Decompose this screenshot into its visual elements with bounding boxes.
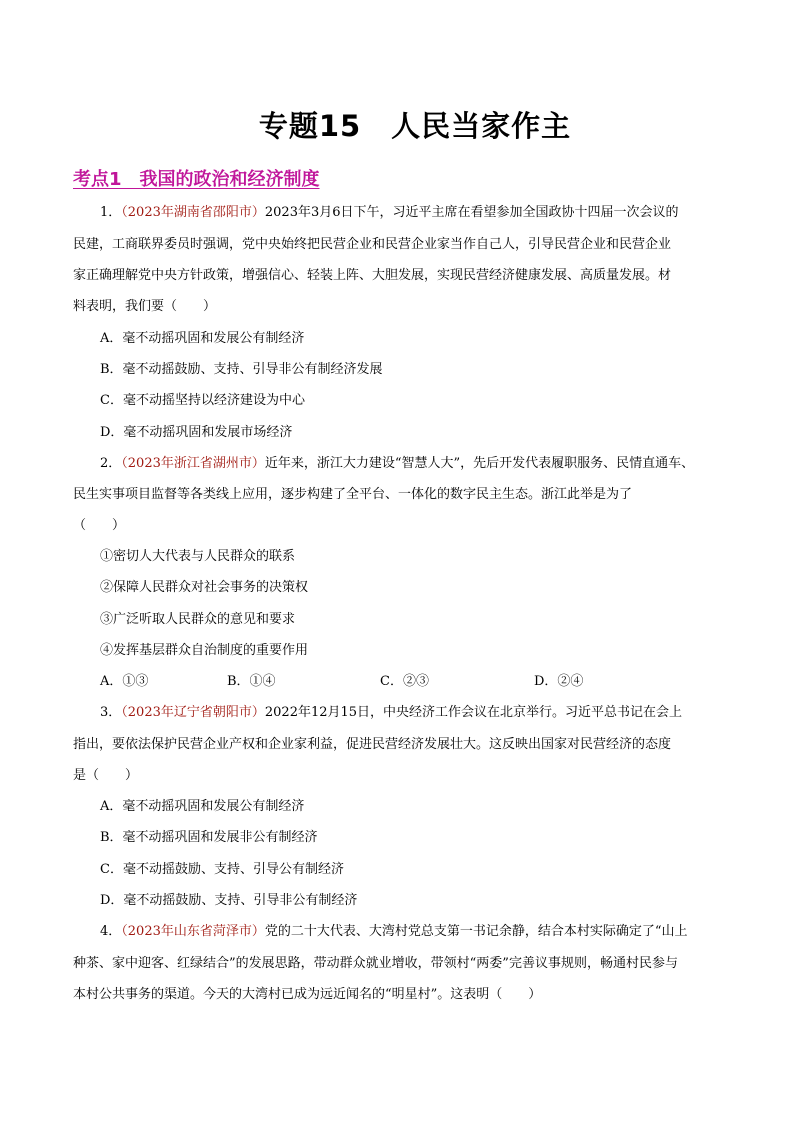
question-source: （2023年辽宁省朝阳市） (121, 705, 265, 720)
question-1-line-2: 民建，工商联界委员时强调，党中央始终把民营企业和民营企业家当作自己人，引导民营企业和民营企业 (73, 237, 672, 252)
question-text: 2023年3月6日下午，习近平主席在看望参加全国政协十四届一次会议的 (264, 205, 679, 220)
question-3-option-c: C．毫不动摇鼓励、支持、引导公有制经济 (100, 862, 344, 877)
question-3-line-3: 是（ ） (73, 768, 139, 783)
question-source: （2023年浙江省湖州市） (121, 456, 265, 471)
question-1-option-c: C．毫不动摇坚持以经济建设为中心 (100, 393, 305, 408)
question-3-line-1 (100, 703, 752, 723)
question-2-item-3: ③广泛听取人民群众的意见和要求 (100, 612, 296, 627)
question-2-line-1 (100, 454, 752, 474)
question-number: 1． (100, 205, 122, 220)
question-number: 4． (100, 924, 122, 939)
question-1-line-1 (100, 203, 752, 223)
section-heading: 考点1 我国的政治和经济制度 (73, 169, 320, 190)
question-1-option-d: D．毫不动摇巩固和发展市场经济 (100, 425, 293, 440)
question-text: 近年来，浙江大力建设“智慧人大”，先后开发代表履职服务、民情直通车、 (264, 456, 695, 471)
question-2-item-2: ②保障人民群众对社会事务的决策权 (100, 580, 309, 595)
question-number: 3． (100, 705, 122, 720)
question-2-option-b: B．①④ (227, 674, 276, 689)
question-source: （2023年山东省菏泽市） (121, 924, 265, 939)
question-2-item-4: ④发挥基层群众自治制度的重要作用 (100, 643, 309, 658)
question-3-line-2: 指出，要依法保护民营企业产权和企业家利益，促进民营经济发展壮大。这反映出国家对民营经济的态度 (73, 737, 672, 752)
question-2-line-2: 民生实事项目监督等各类线上应用，逐步构建了全平台、一体化的数字民主生态。浙江此举是为了 (73, 487, 633, 502)
question-3-option-d: D．毫不动摇鼓励、支持、引导非公有制经济 (100, 893, 358, 908)
page-title: 专题15 人民当家作主 (258, 109, 572, 143)
question-text: 2022年12月15日，中央经济工作会议在北京举行。习近平总书记在会上 (264, 705, 683, 720)
question-2-option-a: A．①③ (100, 674, 149, 689)
question-4-line-1 (100, 922, 752, 942)
question-2-option-c: C．②③ (380, 674, 429, 689)
question-source: （2023年湖南省邵阳市） (121, 205, 265, 220)
question-2-option-d: D．②④ (534, 674, 584, 689)
question-1-option-a: A．毫不动摇巩固和发展公有制经济 (100, 331, 305, 346)
question-2-line-3: （ ） (73, 518, 126, 533)
question-1-line-3: 家正确理解党中央方针政策，增强信心、轻装上阵、大胆发展，实现民营经济健康发展、高质量发展。材 (73, 268, 672, 283)
question-1-line-4: 料表明，我们要（ ） (73, 299, 217, 314)
question-4-line-3: 本村公共事务的渠道。今天的大湾村已成为远近闻名的“明星村”。这表明（ ） (73, 987, 542, 1002)
question-2-item-1: ①密切人大代表与人民群众的联系 (100, 549, 296, 564)
question-text: 党的二十大代表、大湾村党总支第一书记余静，结合本村实际确定了“山上 (264, 924, 688, 939)
question-3-option-b: B．毫不动摇巩固和发展非公有制经济 (100, 830, 318, 845)
question-number: 2． (100, 456, 122, 471)
question-3-option-a: A．毫不动摇巩固和发展公有制经济 (100, 799, 305, 814)
question-1-option-b: B．毫不动摇鼓励、支持、引导非公有制经济发展 (100, 362, 383, 377)
question-4-line-2: 种茶、家中迎客、红绿结合”的发展思路，带动群众就业增收，带领村“两委”完善议事规则，畅通村民参与 (73, 956, 678, 971)
